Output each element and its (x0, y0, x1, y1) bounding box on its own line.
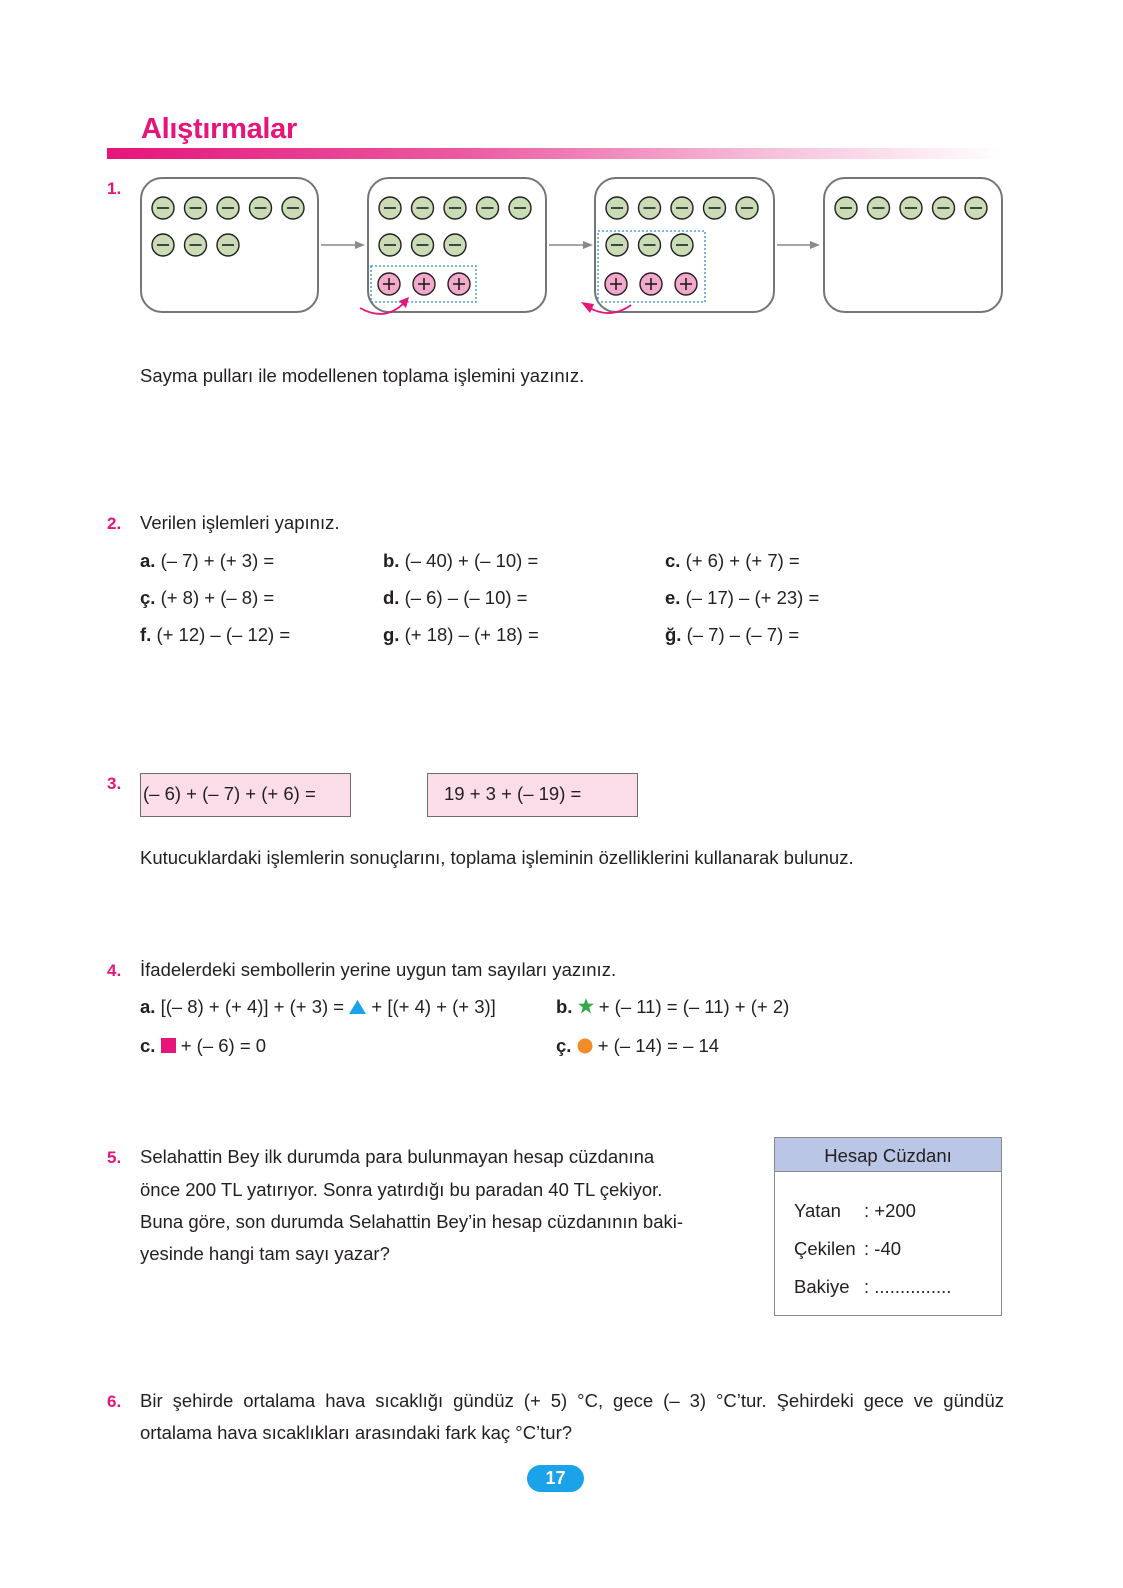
q2-item-a: a. (– 7) + (+ 3) = (140, 550, 275, 571)
q4-item-cc: ç. + (– 14) = – 14 (556, 1035, 720, 1056)
q2-number: 2. (107, 514, 122, 533)
q4-item-b: b. + (– 11) = (– 11) + (+ 2) (556, 996, 790, 1017)
q6-line-2: ortalama hava sıcaklıkları arasındaki fark kaç °C’tur? (140, 1422, 573, 1443)
negative-counter (671, 197, 693, 219)
circle-symbol-icon (577, 1038, 593, 1054)
negative-counter (900, 197, 922, 219)
page-title: Alıştırmalar (141, 113, 297, 145)
q1-number: 1. (107, 179, 122, 198)
negative-counter (639, 234, 661, 256)
star-symbol-icon (578, 998, 594, 1014)
wallet-row-balance: Bakiye : ............... (794, 1276, 952, 1297)
negative-counter (217, 234, 239, 256)
q5-line-4: yesinde hangi tam sayı yazar? (140, 1243, 390, 1264)
positive-counter (378, 273, 400, 295)
negative-counter (835, 197, 857, 219)
q2-item-g: g. (+ 18) – (+ 18) = (383, 624, 539, 645)
q2-item-cc: ç. (+ 8) + (– 8) = (140, 587, 275, 608)
add-counters-curved-arrow (360, 297, 409, 314)
negative-counter (185, 234, 207, 256)
negative-counter (412, 234, 434, 256)
account-wallet-table (774, 1137, 1002, 1316)
q2-instruction: Verilen işlemleri yapınız. (140, 512, 340, 533)
negative-counter (933, 197, 955, 219)
q3-number: 3. (107, 774, 122, 793)
negative-counter (477, 197, 499, 219)
negative-counter (152, 197, 174, 219)
q3-expression-box-2: 19 + 3 + (– 19) = (427, 773, 638, 817)
negative-counter (412, 197, 434, 219)
negative-counter (606, 197, 628, 219)
q4-instruction: İfadelerdeki sembollerin yerine uygun tam sayıları yazınız. (140, 959, 617, 980)
q1-instruction: Sayma pulları ile modellenen toplama işlemini yazınız. (140, 365, 585, 386)
negative-counter (606, 234, 628, 256)
q2-item-f: f. (+ 12) – (– 12) = (140, 624, 291, 645)
wallet-row-deposit: Yatan : +200 (794, 1200, 916, 1221)
counter-models-drawing (0, 0, 1123, 340)
negative-counter (444, 197, 466, 219)
negative-counter (152, 234, 174, 256)
negative-counter (736, 197, 758, 219)
positive-counter (605, 273, 627, 295)
q5-line-3: Buna göre, son durumda Selahattin Bey’in hesap cüzdanının baki- (140, 1211, 684, 1232)
page-number-badge: 17 (527, 1465, 584, 1492)
q2-item-gg: ğ. (– 7) – (– 7) = (665, 624, 800, 645)
negative-counter (217, 197, 239, 219)
q6-line-1: Bir şehirde ortalama hava sıcaklığı gündüz (+ 5) °C, gece (– 3) °C’tur. Şehirdeki gece ve gündüz (140, 1390, 1004, 1411)
arrow-right-2 (549, 241, 593, 249)
positive-counter (413, 273, 435, 295)
triangle-symbol-icon (349, 1000, 366, 1014)
q2-item-c: c. (+ 6) + (+ 7) = (665, 550, 800, 571)
negative-counter (250, 197, 272, 219)
q3-expression-box-1: (– 6) + (– 7) + (+ 6) = (140, 773, 351, 817)
positive-counter (675, 273, 697, 295)
negative-counter (671, 234, 693, 256)
negative-counter (379, 234, 401, 256)
negative-counter (444, 234, 466, 256)
positive-counter (640, 273, 662, 295)
wallet-row-withdrawal: Çekilen : -40 (794, 1238, 902, 1259)
q5-line-2: önce 200 TL yatırıyor. Sonra yatırdığı bu paradan 40 TL çekiyor. (140, 1179, 663, 1200)
q5-number: 5. (107, 1148, 122, 1167)
negative-counter (965, 197, 987, 219)
q6-number: 6. (107, 1392, 122, 1411)
positive-counter (448, 273, 470, 295)
arrow-right-3 (777, 241, 820, 249)
negative-counter (704, 197, 726, 219)
q2-item-b: b. (– 40) + (– 10) = (383, 550, 539, 571)
negative-counter (639, 197, 661, 219)
q4-item-a: a. [(– 8) + (+ 4)] + (+ 3) = + [(+ 4) + (+ 3)] (140, 996, 496, 1017)
q2-item-d: d. (– 6) – (– 10) = (383, 587, 528, 608)
negative-counter (509, 197, 531, 219)
q4-item-c: c. + (– 6) = 0 (140, 1035, 267, 1056)
square-symbol-icon (161, 1038, 176, 1053)
q4-number: 4. (107, 961, 122, 980)
negative-counter (379, 197, 401, 219)
q5-line-1: Selahattin Bey ilk durumda para bulunmayan hesap cüzdanına (140, 1146, 655, 1167)
q3-instruction: Kutucuklardaki işlemlerin sonuçlarını, toplama işleminin özelliklerini kullanarak bulunuz. (140, 847, 854, 868)
q2-item-e: e. (– 17) – (+ 23) = (665, 587, 820, 608)
negative-counter (282, 197, 304, 219)
arrow-right-1 (321, 241, 365, 249)
negative-counter (185, 197, 207, 219)
wallet-title: Hesap Cüzdanı (775, 1138, 1001, 1172)
negative-counter (868, 197, 890, 219)
remove-counters-curved-arrow (581, 302, 631, 313)
